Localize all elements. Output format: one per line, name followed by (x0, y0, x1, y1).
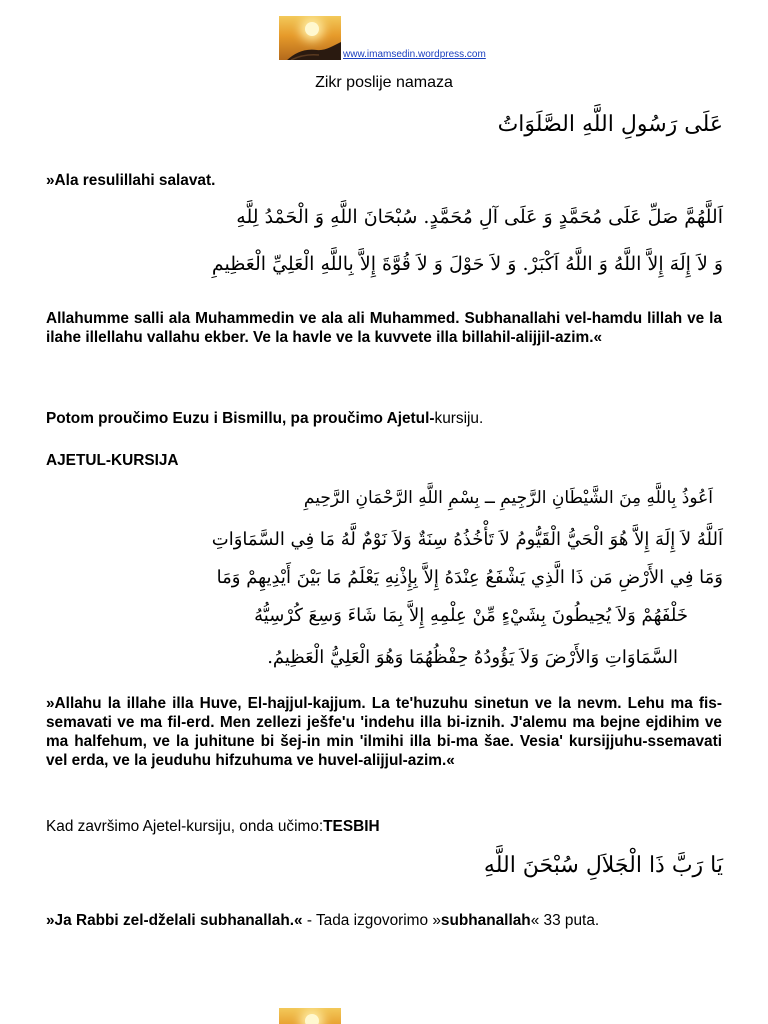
arabic-dua-line-2: وَ لاَ إِلَهَ إِلاَّ اللَّهُ وَ اللَّهُ اَكْبَرْ. وَ لاَ حَوْلَ وَ لاَ قُوَّةَ إِلاَّ بِاللَّهِ الْعَلِيِّ الْعَظِيمِ (211, 253, 723, 275)
arabic-ayah-line-4: السَّمَاوَاتِ وَالأَرْضَ وَلاَ يَؤُودُهُ حِفْظُهُمَا وَهُوَ الْعَلِيُّ الْعَظِيمُ. (267, 647, 678, 668)
ajetul-transliteration: »Allahu la illahe illa Huve, El-hajjul-kajjum. La te'huzuhu sinetun ve la nevm. Lehu ma fis-semavati ve ma fil-erd. Men zellezi ješfe'u 'indehu illa bi-iznih. J'alemu ma bejne ejdihim ve ma halfehum, ve la juhitune bi šej-in min 'ilmihi illa bi-ma šae. Vesia' kursijjuhu-ssemavati vel erda, ve la jeuduhu hifzuhuma ve huvel-alijjul-azim.« (46, 695, 722, 769)
arabic-ayah-line-2: وَمَا فِي الأَرْضِ مَن ذَا الَّذِي يَشْفَعُ عِنْدَهُ إِلاَّ بِإِذْنِهِ يَعْلَمُ مَا بَيْنَ أَيْدِيهِمْ وَمَا (216, 567, 723, 588)
tesbih-line (46, 911, 722, 930)
arabic-ayah-line-1: اَللَّهُ لاَ إِلَهَ إِلاَّ هُوَ الْحَيُّ الْقَيُّومُ لاَ تَأْخُذُهُ سِنَةٌ وَلاَ نَوْمٌ لَّهُ مَا فِي السَّمَاوَاتِ (211, 529, 723, 550)
tesbih-count: « 33 puta. (530, 912, 600, 929)
salavat-transliteration: »Ala resulillahi salavat. (46, 172, 216, 189)
instruction-euzu-bold: Potom proučimo Euzu i Bismillu, pa proučimo Ajetul- (46, 410, 435, 427)
site-logo-bottom (279, 1008, 341, 1024)
website-link[interactable]: www.imamsedin.wordpress.com (343, 49, 486, 60)
praying-hand-icon (283, 34, 341, 60)
arabic-tesbih: يَا رَبَّ ذَا الْجَلاَلِ سُبْحَنَ اللَّهِ (483, 853, 723, 878)
dua-transliteration: Allahumme salli ala Muhammedin ve ala ali Muhammed. Subhanallahi vel-hamdu lillah ve la ilahe illellahu vallahu ekber. Ve la havle ve la kuvvete illa billahil-alijjil-azim.« (46, 310, 722, 346)
tesbih-transliteration: »Ja Rabbi zel-dželali subhanallah.« (46, 912, 303, 929)
instruction-tesbih (46, 817, 722, 836)
ajetul-heading: AJETUL-KURSIJA (46, 452, 179, 469)
arabic-ayah-line-3: خَلْفَهُمْ وَلاَ يُحِيطُونَ بِشَيْءٍ مِّنْ عِلْمِهِ إِلاَّ بِمَا شَاءَ وَسِعَ كُرْسِيُّهُ (254, 605, 688, 626)
arabic-euzu-bismilla: اَعُوذُ بِاللَّهِ مِنَ الشَّيْطَانِ الرَّجِيمِ ــ بِسْمِ اللَّهِ الرَّحْمَانِ الرَّحِيمِ (303, 488, 713, 508)
document-title: Zikr poslije namaza (315, 74, 453, 91)
instruction-euzu-normal: kursiju. (434, 410, 484, 427)
sun-icon (305, 1014, 319, 1024)
instruction-euzu (46, 409, 722, 428)
tesbih-instruction: - Tada izgovorimo » (302, 912, 441, 929)
instruction-tesbih-bold: TESBIH (323, 818, 380, 835)
arabic-salavat: عَلَى رَسُولِ اللَّهِ الصَّلَوَاتُ (497, 112, 723, 137)
tesbih-word: subhanallah (440, 912, 531, 929)
instruction-tesbih-normal: Kad završimo Ajetel-kursiju, onda učimo: (46, 818, 324, 835)
site-logo (279, 16, 341, 60)
arabic-dua-line-1: اَللَّهُمَّ صَلِّ عَلَى مُحَمَّدٍ وَ عَلَى آلِ مُحَمَّدٍ. سُبْحَانَ اللَّهِ وَ الْحَمْدُ لِلَّهِ (236, 206, 723, 228)
